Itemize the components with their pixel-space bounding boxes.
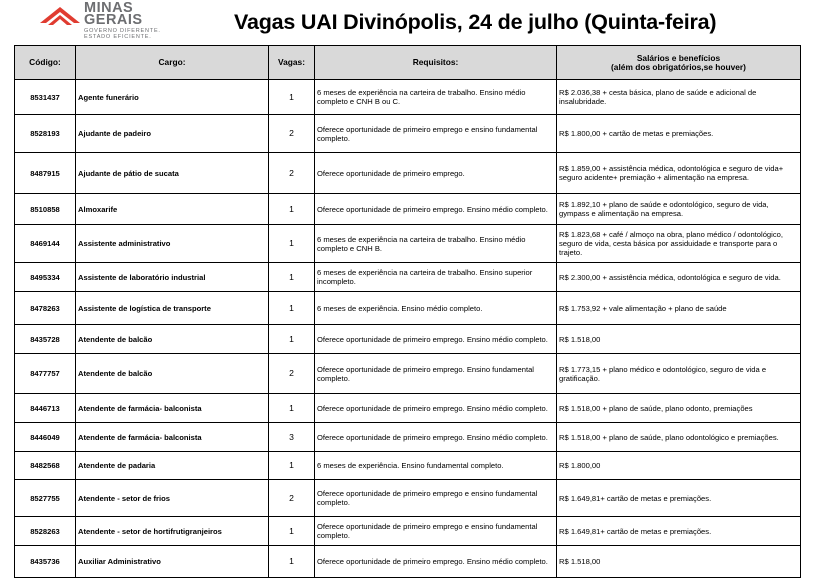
requirements-cell: Oferece oportunidade de primeiro emprego. Ensino médio completo. <box>315 325 557 354</box>
page-title: Vagas UAI Divinópolis, 24 de julho (Quinta-feira) <box>234 10 717 34</box>
job-title-cell: Ajudante de padeiro <box>76 115 269 153</box>
requirements-cell: Oferece oportunidade de primeiro emprego e ensino fundamental completo. <box>315 517 557 546</box>
logo-line2: GERAIS <box>84 12 143 28</box>
job-code-cell: 8478263 <box>15 292 76 325</box>
table-row <box>15 225 801 263</box>
salary-benefits-cell: R$ 1.518,00 <box>557 325 801 354</box>
job-title-cell: Atendente de balcão <box>76 325 269 354</box>
job-code-cell: 8528193 <box>15 115 76 153</box>
job-code-cell: 8469144 <box>15 225 76 263</box>
requirements-cell: Oferece oportunidade de primeiro emprego. Ensino fundamental completo. <box>315 354 557 394</box>
job-code-cell: 8435736 <box>15 546 76 578</box>
header-code: Código: <box>15 46 76 80</box>
requirements-cell: 6 meses de experiência na carteira de trabalho. Ensino médio completo e CNH B. <box>315 225 557 263</box>
table-row <box>15 394 801 423</box>
job-code-cell: 8482568 <box>15 452 76 480</box>
vacancies-cell: 1 <box>269 325 315 354</box>
job-title-cell: Atendente - setor de hortifrutigranjeiros <box>76 517 269 546</box>
requirements-cell: 6 meses de experiência na carteira de trabalho. Ensino médio completo e CNH B ou C. <box>315 80 557 115</box>
salary-benefits-cell: R$ 1.518,00 + plano de saúde, plano odonto, premiações <box>557 394 801 423</box>
job-vacancies-table <box>14 45 801 578</box>
logo-tagline <box>84 28 161 40</box>
salary-benefits-cell: R$ 2.036,38 + cesta básica, plano de saúde e adicional de insalubridade. <box>557 80 801 115</box>
vacancies-cell: 2 <box>269 153 315 194</box>
vacancies-cell: 1 <box>269 292 315 325</box>
table-row <box>15 153 801 194</box>
vacancies-cell: 1 <box>269 225 315 263</box>
table-row <box>15 325 801 354</box>
table-row <box>15 115 801 153</box>
job-title-cell: Atendente de balcão <box>76 354 269 394</box>
vacancies-cell: 2 <box>269 480 315 517</box>
vacancies-cell: 1 <box>269 452 315 480</box>
requirements-cell: 6 meses de experiência. Ensino médio completo. <box>315 292 557 325</box>
vacancies-cell: 1 <box>269 517 315 546</box>
vacancies-cell: 1 <box>269 80 315 115</box>
requirements-cell: Oferece oportunidade de primeiro emprego. Ensino médio completo. <box>315 546 557 578</box>
header-salarios-line1: Salários e benefícios <box>636 52 721 63</box>
vacancies-cell: 1 <box>269 394 315 423</box>
job-title-cell: Ajudante de pátio de sucata <box>76 153 269 194</box>
requirements-cell: 6 meses de experiência. Ensino fundamental completo. <box>315 452 557 480</box>
vacancies-cell: 1 <box>269 546 315 578</box>
requirements-cell: Oferece oportunidade de primeiro emprego e ensino fundamental completo. <box>315 480 557 517</box>
job-code-cell: 8510858 <box>15 194 76 225</box>
table-row <box>15 354 801 394</box>
salary-benefits-cell: R$ 1.773,15 + plano médico e odontológico, seguro de vida e gratificação. <box>557 354 801 394</box>
logo-wordmark <box>84 2 143 26</box>
salary-benefits-cell: R$ 2.300,00 + assistência médica, odontológica e seguro de vida. <box>557 263 801 292</box>
vacancies-cell: 1 <box>269 194 315 225</box>
table-header-row <box>15 46 801 80</box>
job-title-cell: Almoxarife <box>76 194 269 225</box>
document-header <box>14 0 800 44</box>
table-row <box>15 546 801 578</box>
vacancies-cell: 2 <box>269 115 315 153</box>
job-code-cell: 8477757 <box>15 354 76 394</box>
table-row <box>15 452 801 480</box>
salary-benefits-cell: R$ 1.518,00 <box>557 546 801 578</box>
table-row <box>15 194 801 225</box>
header-cargo: Cargo: <box>76 46 269 80</box>
header-vagas: Vagas: <box>269 46 315 80</box>
requirements-cell: Oferece oportunidade de primeiro emprego. Ensino médio completo. <box>315 194 557 225</box>
minas-gerais-logo <box>40 2 190 40</box>
table-row <box>15 480 801 517</box>
job-title-cell: Auxiliar Administrativo <box>76 546 269 578</box>
header-salarios <box>557 46 801 80</box>
salary-benefits-cell: R$ 1.649,81+ cartão de metas e premiações. <box>557 480 801 517</box>
salary-benefits-cell: R$ 1.823,68 + café / almoço na obra, plano médico / odontológico, seguro de vida, cesta básica por assiduidade e transporte para o trajeto. <box>557 225 801 263</box>
header-requisitos: Requisitos: <box>315 46 557 80</box>
salary-benefits-cell: R$ 1.753,92 + vale alimentação + plano de saúde <box>557 292 801 325</box>
table-row <box>15 263 801 292</box>
vacancies-cell: 2 <box>269 354 315 394</box>
job-title-cell: Atendente de farmácia- balconista <box>76 423 269 452</box>
logo-triangle-icon <box>40 5 80 27</box>
salary-benefits-cell: R$ 1.859,00 + assistência médica, odontológica e seguro de vida+ seguro acidente+ premiação + alimentação na empresa. <box>557 153 801 194</box>
job-code-cell: 8531437 <box>15 80 76 115</box>
table-row <box>15 423 801 452</box>
requirements-cell: Oferece oportunidade de primeiro emprego e ensino fundamental completo. <box>315 115 557 153</box>
table-row <box>15 517 801 546</box>
job-title-cell: Assistente administrativo <box>76 225 269 263</box>
salary-benefits-cell: R$ 1.892,10 + plano de saúde e odontológico, seguro de vida, gympass e alimentação na empresa. <box>557 194 801 225</box>
job-code-cell: 8528263 <box>15 517 76 546</box>
job-title-cell: Agente funerário <box>76 80 269 115</box>
header-salarios-line2: (além dos obrigatórios,se houver) <box>611 61 746 72</box>
job-code-cell: 8487915 <box>15 153 76 194</box>
vacancies-cell: 1 <box>269 263 315 292</box>
job-code-cell: 8527755 <box>15 480 76 517</box>
job-code-cell: 8495334 <box>15 263 76 292</box>
job-code-cell: 8446049 <box>15 423 76 452</box>
salary-benefits-cell: R$ 1.800,00 <box>557 452 801 480</box>
requirements-cell: Oferece oportunidade de primeiro emprego. Ensino médio completo. <box>315 423 557 452</box>
requirements-cell: Oferece oportunidade de primeiro emprego. Ensino médio completo. <box>315 394 557 423</box>
job-title-cell: Atendente - setor de frios <box>76 480 269 517</box>
vacancies-cell: 3 <box>269 423 315 452</box>
requirements-cell: 6 meses de experiência na carteira de trabalho. Ensino superior incompleto. <box>315 263 557 292</box>
logo-tag1: GOVERNO DIFERENTE. <box>84 28 161 34</box>
logo-line1: MINAS <box>84 0 134 16</box>
logo-tag2: ESTADO EFICIENTE. <box>84 34 152 40</box>
table-row <box>15 292 801 325</box>
job-title-cell: Atendente de padaria <box>76 452 269 480</box>
salary-benefits-cell: R$ 1.800,00 + cartão de metas e premiações. <box>557 115 801 153</box>
job-title-cell: Atendente de farmácia- balconista <box>76 394 269 423</box>
salary-benefits-cell: R$ 1.518,00 + plano de saúde, plano odontológico e premiações. <box>557 423 801 452</box>
job-title-cell: Assistente de laboratório industrial <box>76 263 269 292</box>
job-title-cell: Assistente de logística de transporte <box>76 292 269 325</box>
salary-benefits-cell: R$ 1.649,81+ cartão de metas e premiações. <box>557 517 801 546</box>
requirements-cell: Oferece oportunidade de primeiro emprego. <box>315 153 557 194</box>
job-code-cell: 8446713 <box>15 394 76 423</box>
job-code-cell: 8435728 <box>15 325 76 354</box>
table-row <box>15 80 801 115</box>
